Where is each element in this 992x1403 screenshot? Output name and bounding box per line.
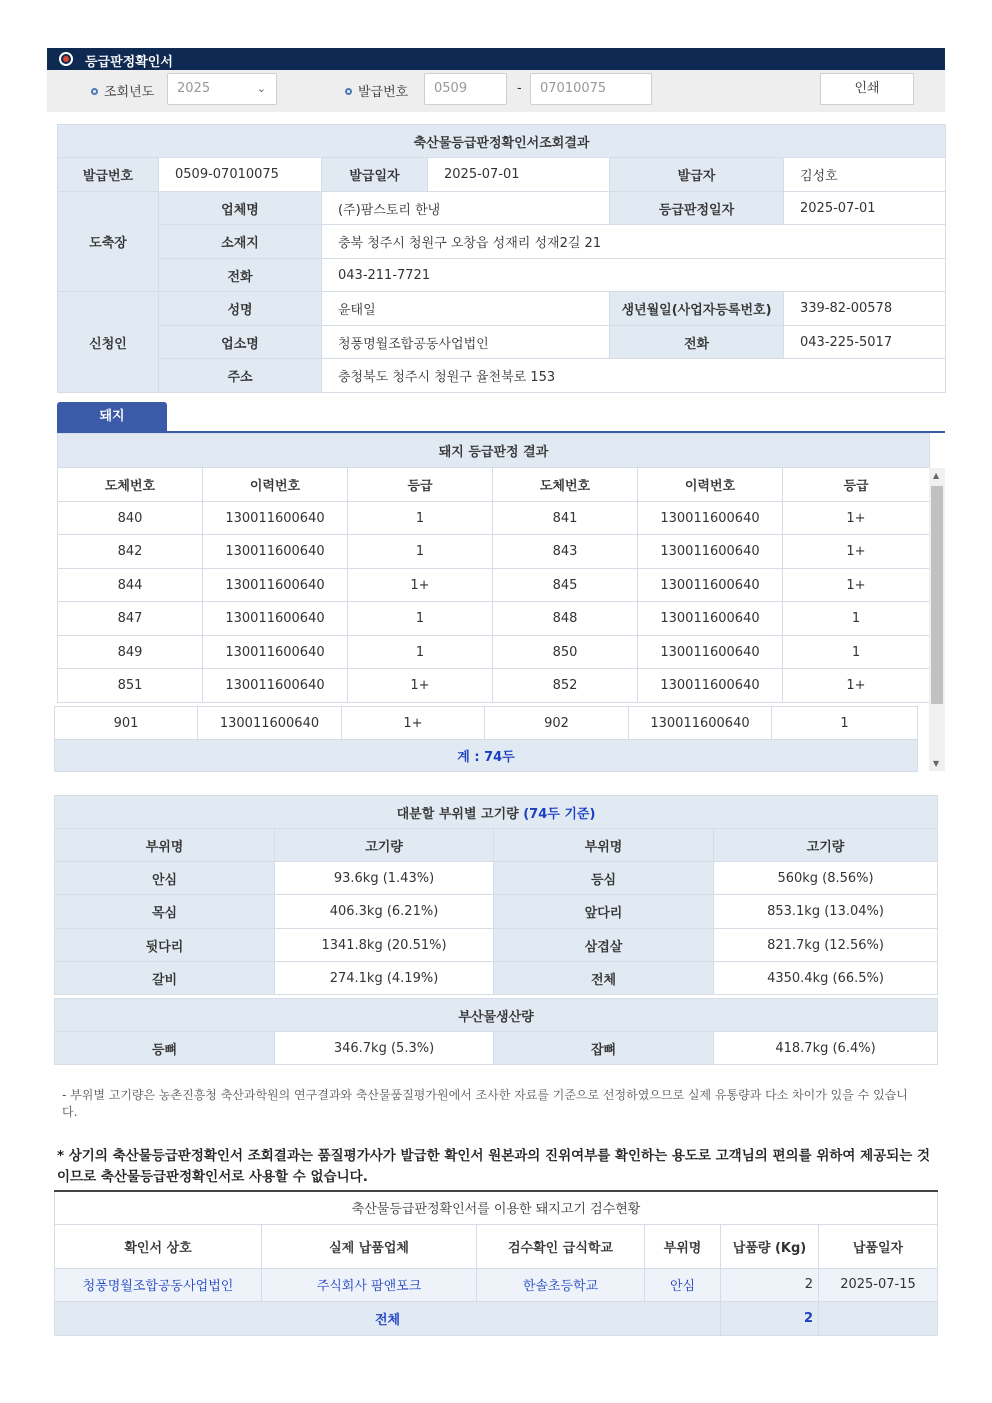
grade-title: 돼지 등급판정 결과 [58, 434, 930, 468]
carcass-no: 847 [58, 602, 203, 636]
inspection-header: 부위명 [645, 1224, 721, 1268]
part-amount: 418.7kg (6.4%) [714, 1032, 938, 1065]
carcass-no: 844 [58, 569, 203, 602]
tab-pig[interactable]: 돼지 [57, 402, 167, 432]
summary-table [57, 124, 946, 393]
carcass-no: 852 [493, 669, 638, 703]
trace-no: 130011600640 [638, 636, 783, 669]
company-label: 업체명 [159, 192, 322, 225]
grade-header: 등급 [348, 468, 493, 502]
grade-value: 1+ [783, 535, 930, 569]
table-row [58, 669, 930, 703]
part-amount: 821.7kg (12.56%) [714, 929, 938, 962]
table-row [55, 895, 938, 929]
grade-value: 1 [783, 636, 930, 669]
table-row [55, 707, 918, 740]
inspection-header: 납품량 (Kg) [721, 1224, 819, 1268]
part-name: 삼겹살 [494, 929, 714, 962]
grade-header: 등급 [783, 468, 930, 502]
window-title-bar [47, 48, 945, 70]
grade-value: 1+ [783, 569, 930, 602]
table-row [55, 862, 938, 895]
grade-value: 1+ [348, 569, 493, 602]
shop-address-value: 충청북도 청주시 청원구 율천북로 153 [322, 359, 946, 393]
inspection-header: 납품일자 [819, 1224, 938, 1268]
yield-table [54, 795, 938, 1065]
carcass-no: 849 [58, 636, 203, 669]
trace-no: 130011600640 [638, 569, 783, 602]
grade-table [57, 433, 930, 703]
issuer-value: 김성호 [784, 158, 946, 192]
grade-header: 이력번호 [638, 468, 783, 502]
trace-no: 130011600640 [638, 502, 783, 535]
part-name: 등뼈 [55, 1032, 275, 1065]
name-value: 윤태일 [322, 292, 610, 326]
carcass-no: 851 [58, 669, 203, 703]
inspection-table [54, 1190, 938, 1336]
table-row [58, 636, 930, 669]
issuer-label: 발급자 [610, 158, 784, 192]
part-amount: 93.6kg (1.43%) [275, 862, 494, 895]
issue-date-label: 발급일자 [322, 158, 428, 192]
grade-header: 도체번호 [58, 468, 203, 502]
carcass-no: 902 [485, 707, 629, 740]
address-value: 충북 청주시 청원구 오창읍 성재리 성재2길 21 [322, 225, 946, 259]
grade-value: 1 [348, 502, 493, 535]
yield-header: 고기량 [275, 829, 494, 862]
search-bar [47, 70, 945, 112]
scroll-thumb[interactable] [931, 486, 943, 704]
part: 안심 [645, 1268, 721, 1301]
birth-value: 339-82-00578 [784, 292, 946, 326]
scroll-up-icon[interactable]: ▲ [933, 471, 940, 480]
part-amount: 346.7kg (5.3%) [275, 1032, 494, 1065]
part-amount: 4350.4kg (66.5%) [714, 962, 938, 995]
table-row [55, 1032, 938, 1065]
print-button[interactable]: 인쇄 [820, 73, 914, 105]
issue-number-label: 발급번호 [345, 81, 408, 100]
table-row [55, 929, 938, 962]
trace-no: 130011600640 [203, 502, 348, 535]
carcass-no: 843 [493, 535, 638, 569]
birth-label: 생년월일(사업자등록번호) [610, 292, 784, 326]
slaughter-label: 도축장 [58, 192, 159, 292]
issue-no-label: 발급번호 [58, 158, 159, 192]
issue-no-value: 0509-07010075 [159, 158, 322, 192]
carcass-no: 842 [58, 535, 203, 569]
table-row [58, 502, 930, 535]
yield-note: - 부위별 고기량은 농촌진흥청 축산과학원의 연구결과와 축산물품질평가원에서 조사한 자료를 기준으로 선정하였으므로 실제 유통량과 다소 차이가 있을 수 있습니다. [62, 1088, 908, 1119]
part-name: 전체 [494, 962, 714, 995]
byproduct-title: 부산물생산량 [55, 999, 938, 1032]
applicant-label: 신청인 [58, 292, 159, 393]
grade-table-footer [54, 706, 918, 772]
summary-title: 축산물등급판정확인서조회결과 [58, 125, 946, 158]
part-name: 앞다리 [494, 895, 714, 929]
bullet-icon [91, 88, 98, 95]
part-name: 뒷다리 [55, 929, 275, 962]
inspection-total-blank [819, 1301, 938, 1335]
grade-header: 이력번호 [203, 468, 348, 502]
grade-value: 1+ [783, 669, 930, 703]
issue-date-value: 2025-07-01 [428, 158, 610, 192]
grade-value: 1 [348, 602, 493, 636]
carcass-no: 848 [493, 602, 638, 636]
yield-header: 부위명 [494, 829, 714, 862]
grade-value: 1+ [783, 502, 930, 535]
trace-no: 130011600640 [198, 707, 342, 740]
issue-number-part2-input[interactable]: 07010075 [530, 73, 652, 105]
grade-value: 1+ [342, 707, 485, 740]
window-title: 등급판정확인서 [85, 55, 173, 70]
shop-label: 업소명 [159, 326, 322, 359]
trace-no: 130011600640 [203, 636, 348, 669]
grade-date-value: 2025-07-01 [784, 192, 946, 225]
school: 한솔초등학교 [477, 1268, 645, 1301]
scroll-down-icon[interactable]: ▼ [933, 759, 940, 768]
part-amount: 274.1kg (4.19%) [275, 962, 494, 995]
inspection-total-value: 2 [721, 1301, 819, 1335]
part-amount: 1341.8kg (20.51%) [275, 929, 494, 962]
grade-scrollbar[interactable] [929, 468, 945, 771]
year-select[interactable]: 2025 ⌄ [167, 73, 277, 105]
yield-title: 대분할 부위별 고기량 (74두 기준) [55, 796, 938, 829]
trace-no: 130011600640 [203, 569, 348, 602]
inspection-total-label: 전체 [55, 1301, 721, 1335]
grade-date-label: 등급판정일자 [610, 192, 784, 225]
table-row [55, 962, 938, 995]
grade-value: 1 [348, 636, 493, 669]
year-label: 조회년도 [91, 81, 154, 100]
trace-no: 130011600640 [638, 669, 783, 703]
trace-no: 130011600640 [203, 669, 348, 703]
inspection-header: 실제 납품업체 [262, 1224, 477, 1268]
grade-value: 1 [348, 535, 493, 569]
inspection-header: 확인서 상호 [55, 1224, 262, 1268]
part-amount: 560kg (8.56%) [714, 862, 938, 895]
part-name: 등심 [494, 862, 714, 895]
table-row [58, 569, 930, 602]
part-amount: 853.1kg (13.04%) [714, 895, 938, 929]
address-label: 소재지 [159, 225, 322, 259]
issue-number-part1-input[interactable]: 0509 [424, 73, 507, 105]
company-value: (주)팜스토리 한냉 [322, 192, 610, 225]
delivery-date: 2025-07-15 [819, 1268, 938, 1301]
inspection-title: 축산물등급판정확인서를 이용한 돼지고기 검수현황 [55, 1191, 938, 1224]
cert-company: 청풍명월조합공동사업법인 [55, 1268, 262, 1301]
part-name: 갈비 [55, 962, 275, 995]
carcass-no: 901 [55, 707, 198, 740]
part-name: 목심 [55, 895, 275, 929]
issue-separator: - [517, 81, 522, 96]
trace-no: 130011600640 [203, 535, 348, 569]
grade-value: 1 [772, 707, 918, 740]
logo-icon [59, 52, 73, 66]
table-row [55, 1268, 938, 1301]
shop-phone-value: 043-225-5017 [784, 326, 946, 359]
part-amount: 406.3kg (6.21%) [275, 895, 494, 929]
grade-value: 1+ [348, 669, 493, 703]
shop-value: 청풍명월조합공동사업법인 [322, 326, 610, 359]
supplier: 주식회사 팜앤포크 [262, 1268, 477, 1301]
grade-value: 1 [783, 602, 930, 636]
shop-address-label: 주소 [159, 359, 322, 393]
grade-header: 도체번호 [493, 468, 638, 502]
inspection-header: 검수확인 급식학교 [477, 1224, 645, 1268]
name-label: 성명 [159, 292, 322, 326]
trace-no: 130011600640 [638, 535, 783, 569]
amount: 2 [721, 1268, 819, 1301]
yield-header: 부위명 [55, 829, 275, 862]
trace-no: 130011600640 [638, 602, 783, 636]
phone-value: 043-211-7721 [322, 259, 946, 292]
shop-phone-label: 전화 [610, 326, 784, 359]
table-row [58, 602, 930, 636]
table-row [58, 535, 930, 569]
carcass-no: 841 [493, 502, 638, 535]
warning-text: * 상기의 축산물등급판정확인서 조회결과는 품질평가사가 발급한 확인서 원본과의 진위여부를 확인하는 용도로 고객님의 편의를 위하여 제공되는 것이므로 축산물등급판정확인서로 사용할 수 없습니다. [57, 1148, 931, 1185]
trace-no: 130011600640 [203, 602, 348, 636]
chevron-down-icon: ⌄ [256, 82, 266, 95]
bullet-icon [345, 88, 352, 95]
part-name: 잡뼈 [494, 1032, 714, 1065]
grade-total: 계 : 74두 [55, 740, 918, 772]
carcass-no: 850 [493, 636, 638, 669]
part-name: 안심 [55, 862, 275, 895]
yield-header: 고기량 [714, 829, 938, 862]
carcass-no: 845 [493, 569, 638, 602]
carcass-no: 840 [58, 502, 203, 535]
trace-no: 130011600640 [629, 707, 772, 740]
phone-label: 전화 [159, 259, 322, 292]
